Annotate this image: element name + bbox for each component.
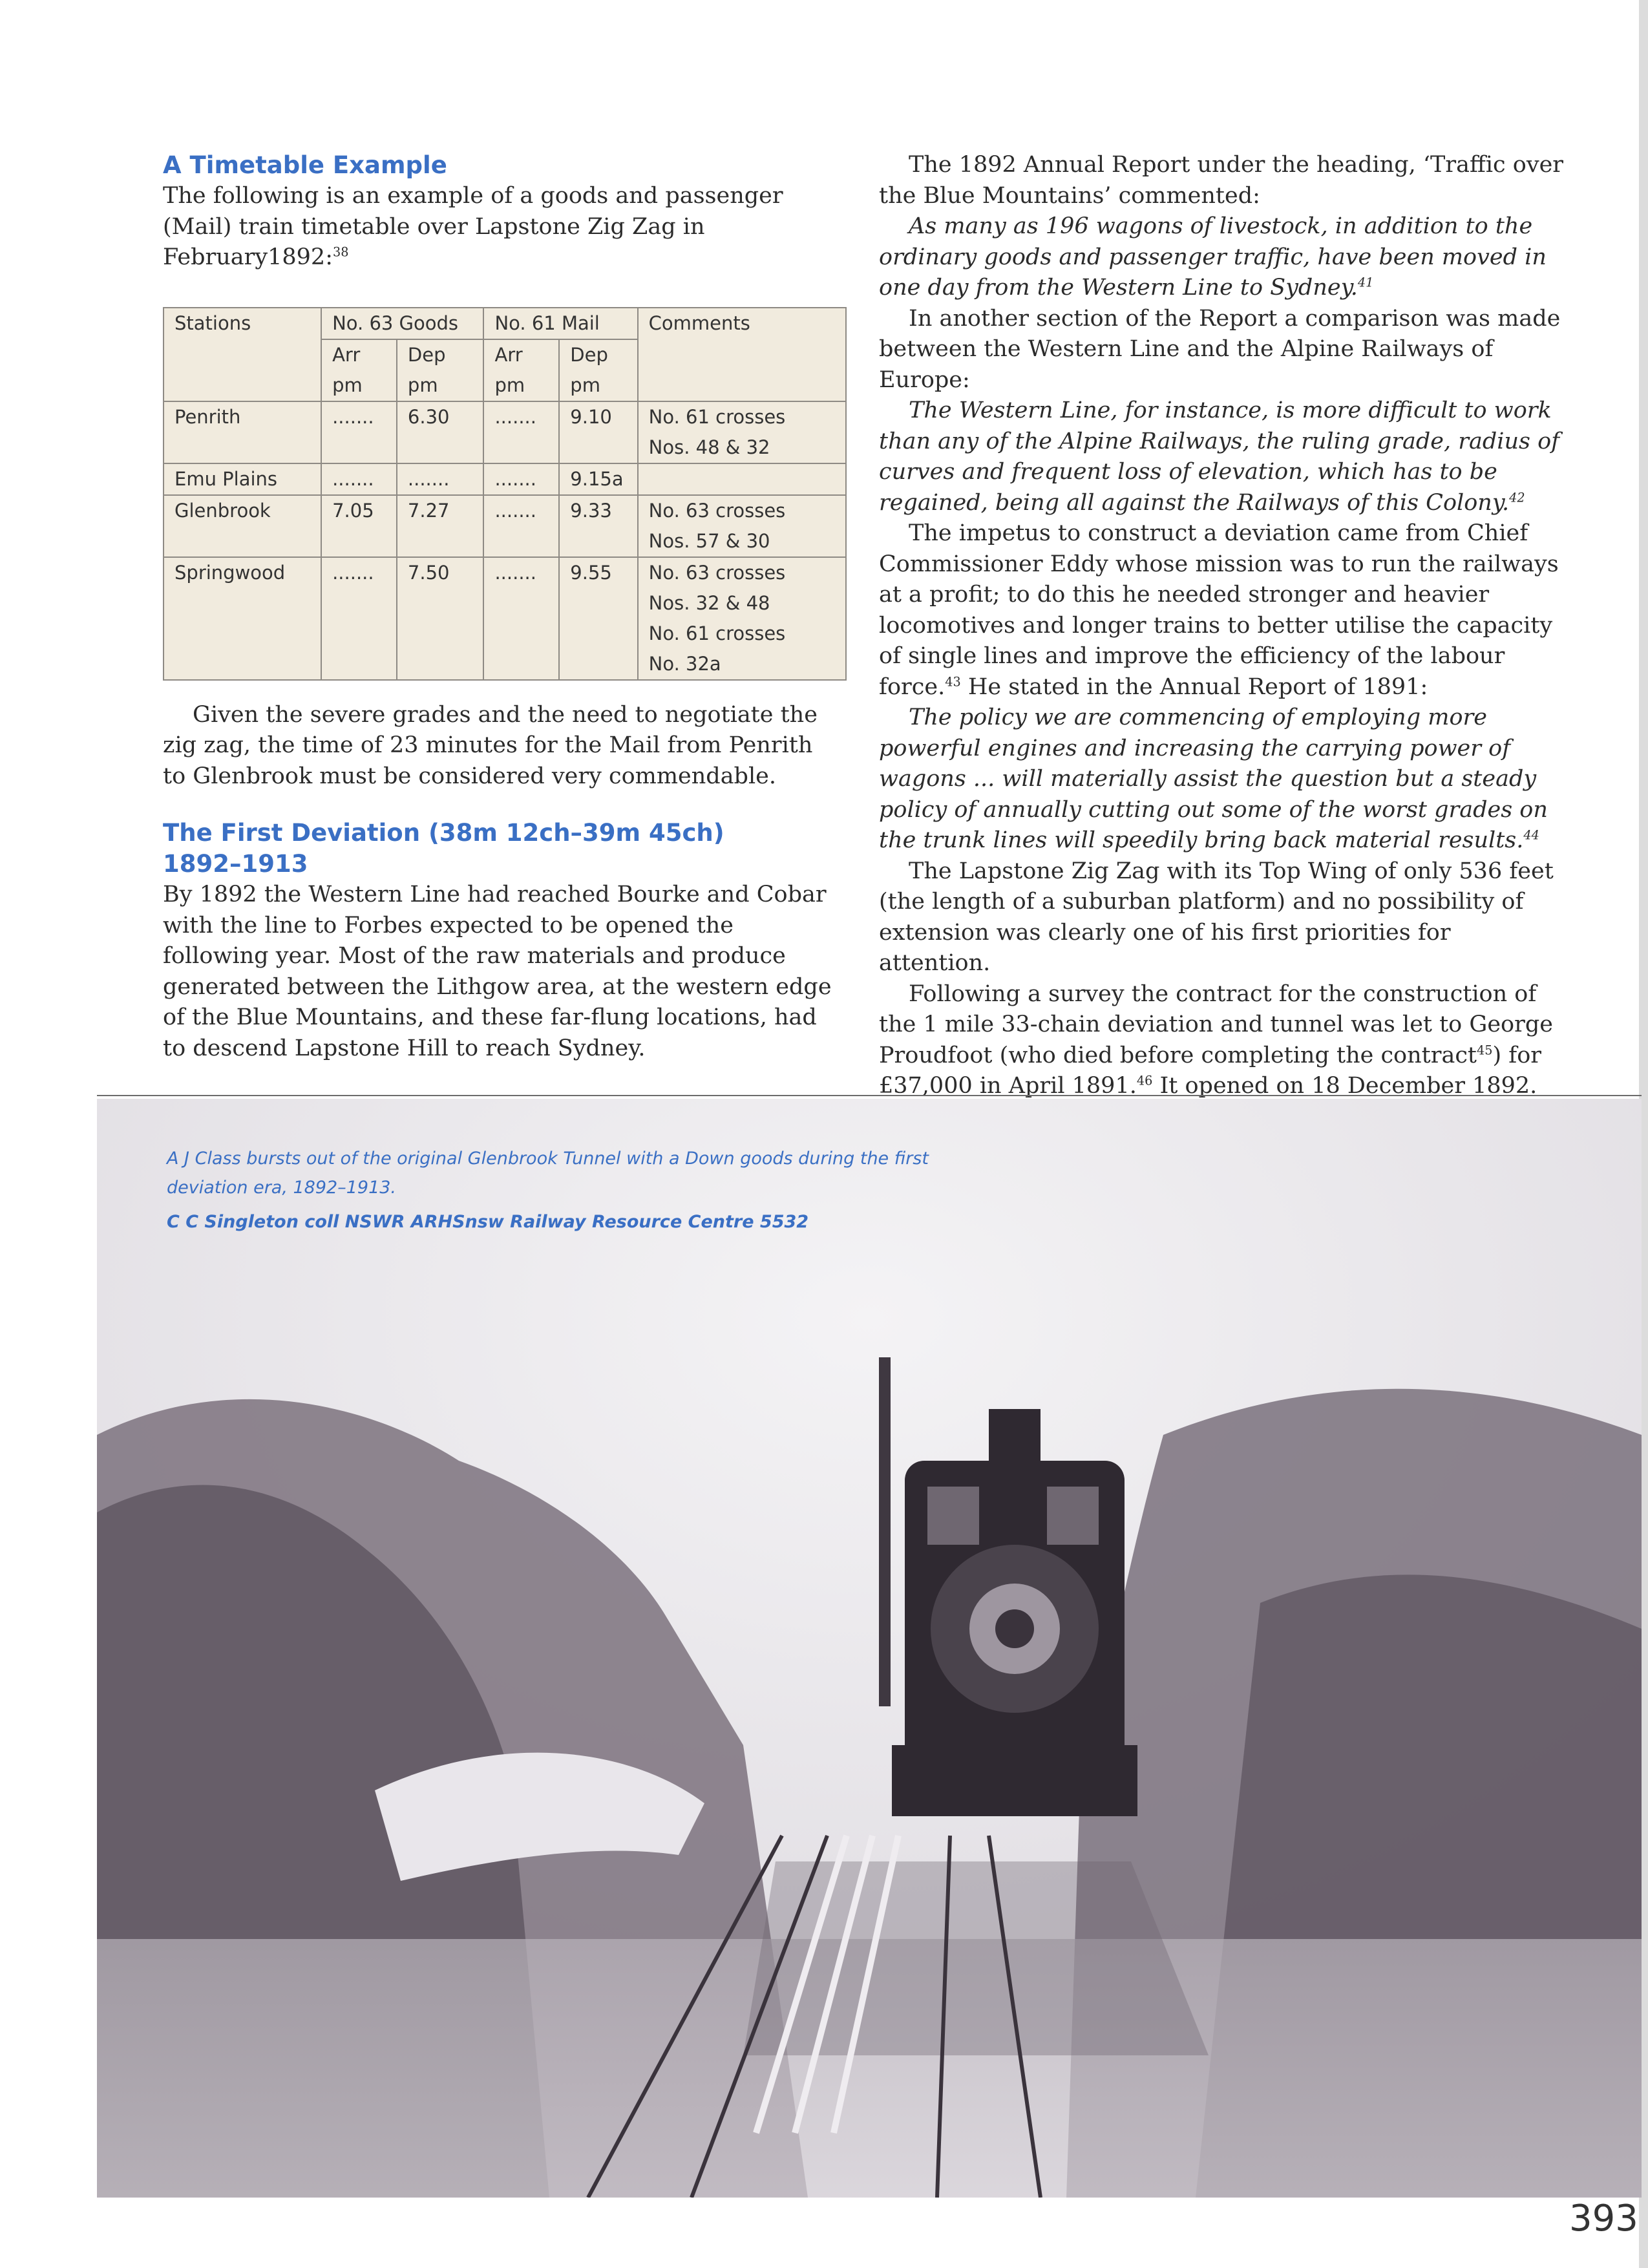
commentary-paragraph: Given the severe grades and the need to negotiate the zig zag, the time of 23 minutes for the Mail from Penrith to Glenbrook must be considered very commendable. bbox=[163, 701, 818, 789]
footnote-ref: 43 bbox=[945, 673, 961, 689]
timetable-heading: A Timetable Example bbox=[163, 151, 447, 179]
timetable-table: Stations No. 63 Goods No. 61 Mail Comments Arr pm Dep pm Arr pm Dep pm Penrith ....... 6.30 ....... 9.10 No. 61 crosses Nos. 48 & 32 Emu Plains ....... ....... ....... 9.15a Glenbrook 7.05 7.27 ....... 9.33 No. 63 crosses Nos. 57 & 30 Springwood ....... 7.50 ....... 9.55 No. 63 crosses Nos. 32 & 48 No. 61 crosses No. 32a bbox=[163, 307, 847, 681]
comparison-paragraph: In another section of the Report a comparison was made between the Western Line and the Alpine Railways of Europe: bbox=[879, 305, 1561, 393]
page-number: 393 bbox=[1569, 2198, 1638, 2240]
header-comments: Comments bbox=[638, 308, 846, 339]
table-row: Emu Plains ....... ....... ....... 9.15a bbox=[164, 463, 846, 495]
contract-paragraph: Following a survey the contract for the construction of the 1 mile 33-chain deviation and tunnel was let to George Proudfoot (who died before completing the contract$^{45}$) for £37,000 in April 1891.46 It opened on 18 December 1892. bbox=[879, 980, 1553, 1099]
locomotive-photo bbox=[97, 1099, 1642, 2198]
quote-policy: The policy we are commencing of employing more powerful engines and increasing the carrying power of wagons ... will materially assist the question but a steady policy of annually cutting out some of the worst grades on the trunk lines will speedily bring back material results.$^{44}$ bbox=[879, 705, 1548, 853]
header-goods: No. 63 Goods bbox=[321, 308, 483, 339]
table-row: Glenbrook 7.05 7.27 ....... 9.33 No. 63 crosses Nos. 57 & 30 bbox=[164, 495, 846, 557]
footnote-ref: 45 bbox=[1477, 1042, 1493, 1057]
footnote-ref: 44 bbox=[1523, 827, 1539, 843]
photo-caption: A J Class bursts out of the original Glenbrook Tunnel with a Down goods during the first deviation era, 1892–1913. bbox=[167, 1149, 929, 1198]
left-column bbox=[163, 150, 835, 1064]
quote-alpine: The Western Line, for instance, is more difficult to work than any of the Alpine Railways, the ruling grade, radius of curves and frequent loss of elevation, which has to be regained, being all against the Railways of this Colony.$^{42}$ bbox=[879, 397, 1560, 516]
quote-livestock: As many as 196 wagons of livestock, in addition to the ordinary goods and passenger traffic, have been moved in one day from the Western Line to Sydney.$^{41}$ bbox=[879, 213, 1547, 301]
footnote-ref: 42 bbox=[1509, 489, 1525, 505]
impetus-paragraph: The impetus to construct a deviation came from Chief Commissioner Eddy whose mission was to run the railways at a profit; to do this he needed stronger and heavier locomotives and longer trains to better utilise the capacity of single lines and improve the efficiency of the labour force.$^{43}$ He stated in the Annual Report of 1891: bbox=[879, 520, 1559, 700]
section-divider bbox=[97, 1095, 1642, 1096]
header-mail: No. 61 Mail bbox=[483, 308, 637, 339]
footnote-ref: 46 bbox=[1136, 1073, 1153, 1088]
timetable-intro: The following is an example of a goods and passenger (Mail) train timetable over Lapstone Zig Zag in February1892:$^{38}$ bbox=[163, 183, 783, 270]
table-row: Penrith ....... 6.30 ....... 9.10 No. 61 crosses Nos. 48 & 32 bbox=[164, 401, 846, 463]
right-column bbox=[879, 150, 1567, 1102]
header-stations: Stations bbox=[164, 308, 321, 339]
footnote-ref: 41 bbox=[1357, 275, 1374, 290]
deviation-paragraph: By 1892 the Western Line had reached Bourke and Cobar with the line to Forbes expected to be opened the following year. Most of the raw materials and produce generated between the Lithgow area, at the western edge of the Blue Mountains, and these far-flung locations, had to descend Lapstone Hill to reach Sydney. bbox=[163, 882, 832, 1061]
topwing-paragraph: The Lapstone Zig Zag with its Top Wing of only 536 feet (the length of a suburban platform) and no possibility of extension was clearly one of his first priorities for attention. bbox=[879, 858, 1554, 976]
photo-credit: C C Singleton coll NSWR ARHSnsw Railway Resource Centre 5532 bbox=[167, 1212, 809, 1232]
report-paragraph: The 1892 Annual Report under the heading, ‘Traffic over the Blue Mountains’ commented: bbox=[879, 152, 1564, 209]
table-row: Springwood ....... 7.50 ....... 9.55 No. 63 crosses Nos. 32 & 48 No. 61 crosses No. 32a bbox=[164, 557, 846, 680]
deviation-heading: The First Deviation (38m 12ch–39m 45ch) 1892–1913 bbox=[163, 819, 724, 878]
footnote-ref: 38 bbox=[333, 244, 349, 260]
